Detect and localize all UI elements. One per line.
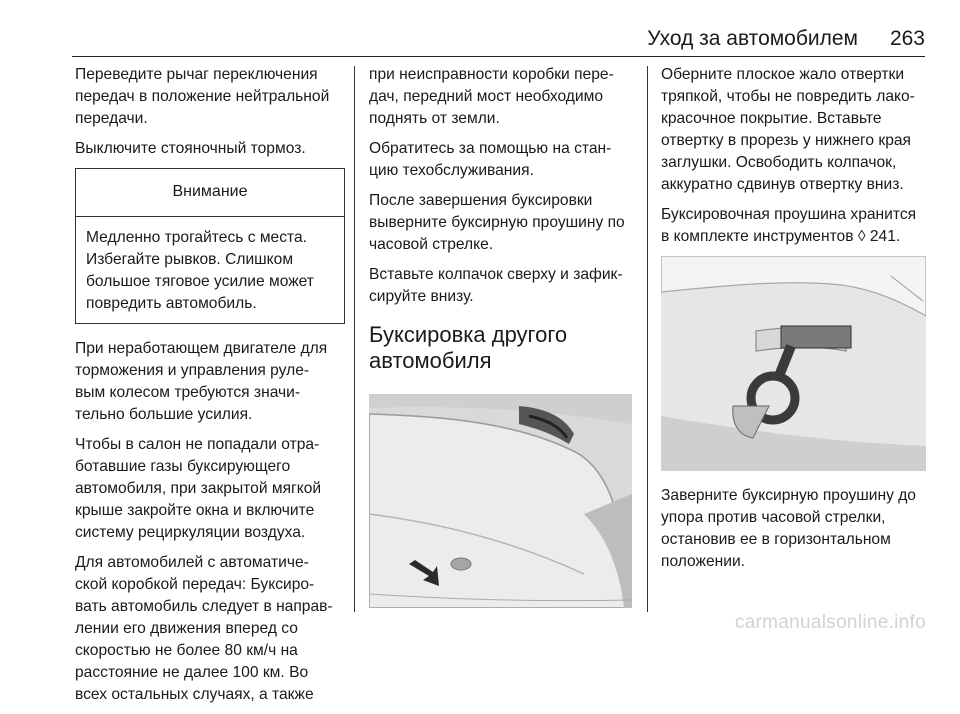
paragraph: Чтобы в салон не попадали отра- ботавшие газы буксирующего автомобиля, при закрытой мягкой крыше закройте окна и включите систему рециркуляции воздуха. — [75, 436, 322, 541]
watermark: carmanualsonline.info — [734, 612, 926, 633]
paragraph: при неисправности коробки пере- дач, передний мост необходимо поднять от земли. — [369, 66, 614, 127]
page-number: 263 — [889, 27, 925, 50]
paragraph: Буксировочная проушина хранится в комплекте инструментов ◊ 241. — [661, 206, 917, 245]
paragraph: Вставьте колпачок сверху и зафик- сируйте внизу. — [369, 266, 623, 305]
paragraph: Заверните буксирную проушину до упора против часовой стрелки, остановив ее в горизонтальном положении. — [661, 487, 916, 570]
header-rule — [72, 56, 925, 57]
column-2 — [369, 64, 634, 608]
towing-eye-figure — [661, 256, 926, 471]
paragraph: Для автомобилей с автоматиче- ской коробкой передач: Буксиро- вать автомобиль следует в направ- лении его движения вперед со скоростью не более 80 км/ч на расстояние не далее 100 км. Во всех остальных случаях, а также — [75, 554, 333, 703]
column-divider-2 — [647, 66, 648, 612]
paragraph: При неработающем двигателе для торможения и управления руле- вым колесом требуются значи- тельно большие усилия. — [75, 340, 328, 423]
car-rear-bumper-figure — [369, 394, 632, 608]
section-title: Буксировка другого автомобиля — [369, 322, 568, 373]
paragraph: Переведите рычаг переключения передач в положение нейтральной передачи. — [75, 66, 330, 127]
paragraph: Обратитесь за помощью на стан- цию техобслуживания. — [369, 140, 612, 179]
towing-eye-illustration — [661, 256, 926, 471]
paragraph: Выключите стояночный тормоз. — [75, 140, 306, 157]
warning-box — [75, 168, 345, 324]
page-header — [0, 0, 960, 60]
header-title: Уход за автомобилем — [647, 27, 858, 50]
paragraph: После завершения буксировки выверните буксирную проушину по часовой стрелке. — [369, 192, 625, 253]
paragraph: Оберните плоское жало отвертки тряпкой, чтобы не повредить лако- красочное покрытие. Вставьте отвертку в прорезь у нижнего края заглушки. Освободить колпачок, аккуратно сдвинув отвертку вниз. — [661, 66, 915, 193]
column-3 — [661, 64, 931, 581]
column-1 — [75, 64, 345, 714]
warning-text: Медленно трогайтесь с места. Избегайте рывков. Слишком большое тяговое усилие может повредить автомобиль. — [86, 229, 314, 312]
warning-title: Внимание — [76, 169, 344, 217]
column-divider-1 — [354, 66, 355, 612]
car-rear-illustration — [369, 394, 632, 608]
